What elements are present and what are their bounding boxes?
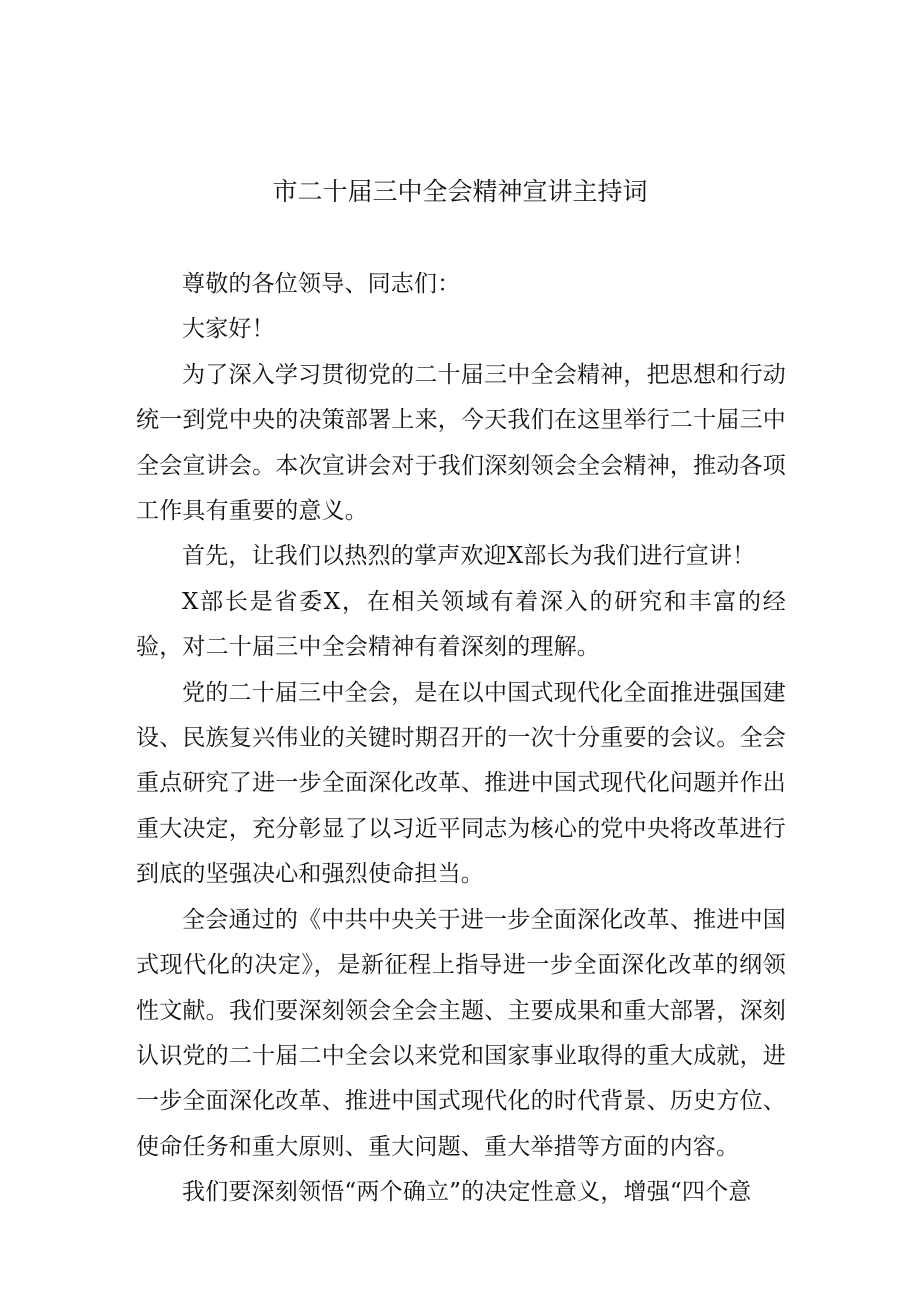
body-paragraph: 党的二十届三中全会，是在以中国式现代化全面推进强国建设、民族复兴伟业的关键时期召开的一次十分重要的会议。全会重点研究了进一步全面深化改革、推进中国式现代化问题并作出重大决定，充分彰显了以习近平同志为核心的党中央将改革进行到底的坚强决心和强烈使命担当。 bbox=[136, 679, 786, 888]
document-title: 市二十届三中全会精神宣讲主持词 bbox=[272, 177, 648, 206]
body-paragraph: 首先，让我们以热烈的掌声欢迎X部长为我们进行宣讲！ bbox=[182, 543, 756, 570]
body-paragraph: 我们要深刻领悟“两个确立”的决定性意义，增强“四个意 bbox=[182, 1179, 752, 1206]
body-paragraph: 全会通过的《中共中央关于进一步全面深化改革、推进中国式现代化的决定》，是新征程上指导进一步全面深化改革的纲领性文献。我们要深刻领会全会主题、主要成果和重大部署，深刻认识党的二十届二中全会以来党和国家事业取得的重大成就，进一步全面深化改革、推进中国式现代化的时代背景、历史方位、使命任务和重大原则、重大问题、重大举措等方面的内容。 bbox=[136, 906, 786, 1160]
salutation-paragraph: 尊敬的各位领导、同志们： bbox=[182, 271, 461, 297]
greeting-paragraph: 大家好！ bbox=[182, 316, 275, 343]
body-paragraph: 为了深入学习贯彻党的二十届三中全会精神，把思想和行动统一到党中央的决策部署上来，今天我们在这里举行二十届三中全会宣讲会。本次宣讲会对于我们深刻领会全会精神，推动各项工作具有重要的意义。 bbox=[136, 361, 786, 525]
document-body bbox=[136, 262, 786, 1216]
body-paragraph: X部长是省委X，在相关领域有着深入的研究和丰富的经验，对二十届三中全会精神有着深刻的理解。 bbox=[136, 588, 786, 661]
